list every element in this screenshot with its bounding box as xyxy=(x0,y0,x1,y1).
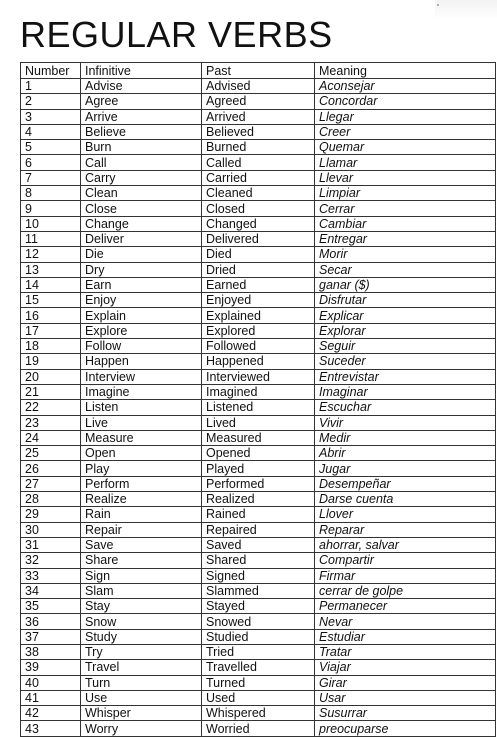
cell-infinitive: Play xyxy=(81,461,202,476)
table-body xyxy=(21,79,496,737)
cell-past: Worried xyxy=(202,721,315,736)
cell-meaning: Tratar xyxy=(315,644,496,659)
cell-past: Saved xyxy=(202,537,315,552)
header-past: Past xyxy=(202,63,315,79)
cell-infinitive: Earn xyxy=(81,277,202,292)
cell-number: 1 xyxy=(21,79,81,94)
table-row xyxy=(21,446,496,461)
cell-number: 25 xyxy=(21,446,81,461)
cell-meaning: Nevar xyxy=(315,614,496,629)
cell-number: 27 xyxy=(21,476,81,491)
table-row xyxy=(21,492,496,507)
cell-meaning: Explorar xyxy=(315,323,496,338)
cell-infinitive: Explain xyxy=(81,308,202,323)
cell-past: Imagined xyxy=(202,384,315,399)
cell-past: Enjoyed xyxy=(202,293,315,308)
cell-infinitive: Worry xyxy=(81,721,202,736)
cell-number: 42 xyxy=(21,706,81,721)
table-row xyxy=(21,660,496,675)
cell-past: Advised xyxy=(202,79,315,94)
cell-number: 35 xyxy=(21,599,81,614)
cell-number: 36 xyxy=(21,614,81,629)
cell-number: 37 xyxy=(21,629,81,644)
cell-meaning: Morir xyxy=(315,247,496,262)
cell-infinitive: Slam xyxy=(81,583,202,598)
cell-past: Followed xyxy=(202,339,315,354)
cell-meaning: Cambiar xyxy=(315,216,496,231)
table-row xyxy=(21,323,496,338)
cell-meaning: Reparar xyxy=(315,522,496,537)
cell-past: Repaired xyxy=(202,522,315,537)
cell-past: Shared xyxy=(202,553,315,568)
page-corner-mark xyxy=(437,4,439,6)
cell-past: Burned xyxy=(202,140,315,155)
cell-infinitive: Explore xyxy=(81,323,202,338)
cell-infinitive: Travel xyxy=(81,660,202,675)
page-corner-shade xyxy=(435,0,497,20)
cell-infinitive: Carry xyxy=(81,170,202,185)
table-row xyxy=(21,354,496,369)
cell-number: 11 xyxy=(21,231,81,246)
cell-meaning: Entregar xyxy=(315,231,496,246)
cell-infinitive: Follow xyxy=(81,339,202,354)
cell-past: Studied xyxy=(202,629,315,644)
table-row xyxy=(21,79,496,94)
table-row xyxy=(21,384,496,399)
cell-number: 14 xyxy=(21,277,81,292)
cell-number: 9 xyxy=(21,201,81,216)
table-row xyxy=(21,614,496,629)
cell-meaning: Permanecer xyxy=(315,599,496,614)
cell-infinitive: Realize xyxy=(81,492,202,507)
cell-past: Cleaned xyxy=(202,186,315,201)
cell-past: Whispered xyxy=(202,706,315,721)
cell-meaning: Vivir xyxy=(315,415,496,430)
table-row xyxy=(21,675,496,690)
cell-past: Lived xyxy=(202,415,315,430)
cell-meaning: Imaginar xyxy=(315,384,496,399)
cell-past: Played xyxy=(202,461,315,476)
table-row xyxy=(21,216,496,231)
cell-infinitive: Call xyxy=(81,155,202,170)
cell-infinitive: Dry xyxy=(81,262,202,277)
cell-meaning: preocuparse xyxy=(315,721,496,736)
cell-infinitive: Clean xyxy=(81,186,202,201)
cell-number: 6 xyxy=(21,155,81,170)
cell-meaning: Cerrar xyxy=(315,201,496,216)
table-row xyxy=(21,690,496,705)
table-row xyxy=(21,568,496,583)
cell-meaning: Seguir xyxy=(315,339,496,354)
cell-meaning: Aconsejar xyxy=(315,79,496,94)
cell-number: 5 xyxy=(21,140,81,155)
cell-infinitive: Repair xyxy=(81,522,202,537)
cell-past: Delivered xyxy=(202,231,315,246)
header-number: Number xyxy=(21,63,81,79)
cell-past: Listened xyxy=(202,400,315,415)
table-row xyxy=(21,262,496,277)
cell-infinitive: Open xyxy=(81,446,202,461)
cell-meaning: Llevar xyxy=(315,170,496,185)
cell-number: 24 xyxy=(21,430,81,445)
cell-meaning: Llegar xyxy=(315,109,496,124)
cell-number: 12 xyxy=(21,247,81,262)
table-row xyxy=(21,124,496,139)
cell-past: Snowed xyxy=(202,614,315,629)
table-row xyxy=(21,155,496,170)
cell-past: Dried xyxy=(202,262,315,277)
cell-number: 8 xyxy=(21,186,81,201)
cell-infinitive: Turn xyxy=(81,675,202,690)
cell-number: 34 xyxy=(21,583,81,598)
cell-past: Happened xyxy=(202,354,315,369)
header-infinitive: Infinitive xyxy=(81,63,202,79)
cell-past: Signed xyxy=(202,568,315,583)
cell-past: Rained xyxy=(202,507,315,522)
table-row xyxy=(21,201,496,216)
table-row xyxy=(21,277,496,292)
table-row xyxy=(21,109,496,124)
cell-meaning: Suceder xyxy=(315,354,496,369)
cell-infinitive: Stay xyxy=(81,599,202,614)
cell-number: 39 xyxy=(21,660,81,675)
cell-past: Opened xyxy=(202,446,315,461)
table-row xyxy=(21,629,496,644)
cell-infinitive: Imagine xyxy=(81,384,202,399)
cell-past: Called xyxy=(202,155,315,170)
cell-number: 2 xyxy=(21,94,81,109)
cell-infinitive: Use xyxy=(81,690,202,705)
cell-number: 20 xyxy=(21,369,81,384)
table-row xyxy=(21,94,496,109)
table-header xyxy=(21,63,496,79)
table-row xyxy=(21,140,496,155)
cell-infinitive: Die xyxy=(81,247,202,262)
cell-number: 30 xyxy=(21,522,81,537)
table-row xyxy=(21,415,496,430)
cell-number: 38 xyxy=(21,644,81,659)
cell-infinitive: Measure xyxy=(81,430,202,445)
cell-infinitive: Enjoy xyxy=(81,293,202,308)
cell-meaning: Abrir xyxy=(315,446,496,461)
cell-number: 21 xyxy=(21,384,81,399)
cell-meaning: Susurrar xyxy=(315,706,496,721)
cell-meaning: Llover xyxy=(315,507,496,522)
table-row xyxy=(21,599,496,614)
table-row xyxy=(21,522,496,537)
cell-infinitive: Perform xyxy=(81,476,202,491)
table-row xyxy=(21,507,496,522)
page-title: REGULAR VERBS xyxy=(20,14,333,55)
cell-infinitive: Arrive xyxy=(81,109,202,124)
table-row xyxy=(21,461,496,476)
cell-meaning: ahorrar, salvar xyxy=(315,537,496,552)
table-row xyxy=(21,186,496,201)
table-row xyxy=(21,231,496,246)
cell-meaning: Limpiar xyxy=(315,186,496,201)
verbs-table xyxy=(20,62,496,737)
cell-meaning: Disfrutar xyxy=(315,293,496,308)
table-row xyxy=(21,308,496,323)
cell-past: Believed xyxy=(202,124,315,139)
cell-number: 29 xyxy=(21,507,81,522)
cell-meaning: Darse cuenta xyxy=(315,492,496,507)
header-row xyxy=(21,63,496,79)
table-row xyxy=(21,369,496,384)
cell-infinitive: Whisper xyxy=(81,706,202,721)
cell-past: Travelled xyxy=(202,660,315,675)
cell-number: 26 xyxy=(21,461,81,476)
cell-number: 31 xyxy=(21,537,81,552)
cell-meaning: Concordar xyxy=(315,94,496,109)
table-row xyxy=(21,247,496,262)
cell-meaning: Escuchar xyxy=(315,400,496,415)
cell-meaning: Jugar xyxy=(315,461,496,476)
cell-number: 13 xyxy=(21,262,81,277)
table-row xyxy=(21,430,496,445)
cell-infinitive: Save xyxy=(81,537,202,552)
cell-past: Explored xyxy=(202,323,315,338)
cell-infinitive: Study xyxy=(81,629,202,644)
cell-meaning: cerrar de golpe xyxy=(315,583,496,598)
cell-meaning: Secar xyxy=(315,262,496,277)
cell-number: 16 xyxy=(21,308,81,323)
table-row xyxy=(21,706,496,721)
cell-number: 43 xyxy=(21,721,81,736)
cell-number: 3 xyxy=(21,109,81,124)
cell-meaning: Girar xyxy=(315,675,496,690)
cell-infinitive: Agree xyxy=(81,94,202,109)
cell-meaning: Llamar xyxy=(315,155,496,170)
table-row xyxy=(21,170,496,185)
cell-infinitive: Try xyxy=(81,644,202,659)
cell-meaning: Medir xyxy=(315,430,496,445)
table-row xyxy=(21,476,496,491)
cell-infinitive: Burn xyxy=(81,140,202,155)
cell-number: 22 xyxy=(21,400,81,415)
cell-meaning: Usar xyxy=(315,690,496,705)
cell-meaning: Entrevistar xyxy=(315,369,496,384)
cell-past: Stayed xyxy=(202,599,315,614)
cell-meaning: Quemar xyxy=(315,140,496,155)
cell-meaning: Firmar xyxy=(315,568,496,583)
cell-number: 19 xyxy=(21,354,81,369)
cell-infinitive: Advise xyxy=(81,79,202,94)
cell-number: 23 xyxy=(21,415,81,430)
cell-past: Turned xyxy=(202,675,315,690)
table-row xyxy=(21,339,496,354)
table-row xyxy=(21,400,496,415)
cell-infinitive: Deliver xyxy=(81,231,202,246)
cell-meaning: Compartir xyxy=(315,553,496,568)
cell-meaning: Estudiar xyxy=(315,629,496,644)
table-row xyxy=(21,553,496,568)
cell-infinitive: Rain xyxy=(81,507,202,522)
cell-number: 15 xyxy=(21,293,81,308)
cell-past: Agreed xyxy=(202,94,315,109)
cell-infinitive: Listen xyxy=(81,400,202,415)
cell-past: Measured xyxy=(202,430,315,445)
table-row xyxy=(21,583,496,598)
cell-number: 32 xyxy=(21,553,81,568)
cell-past: Realized xyxy=(202,492,315,507)
cell-past: Earned xyxy=(202,277,315,292)
cell-number: 41 xyxy=(21,690,81,705)
cell-number: 4 xyxy=(21,124,81,139)
cell-infinitive: Happen xyxy=(81,354,202,369)
cell-infinitive: Live xyxy=(81,415,202,430)
cell-number: 10 xyxy=(21,216,81,231)
cell-infinitive: Interview xyxy=(81,369,202,384)
cell-past: Used xyxy=(202,690,315,705)
cell-past: Explained xyxy=(202,308,315,323)
cell-meaning: ganar ($) xyxy=(315,277,496,292)
cell-past: Slammed xyxy=(202,583,315,598)
cell-number: 33 xyxy=(21,568,81,583)
cell-number: 17 xyxy=(21,323,81,338)
cell-meaning: Explicar xyxy=(315,308,496,323)
cell-past: Changed xyxy=(202,216,315,231)
header-meaning: Meaning xyxy=(315,63,496,79)
cell-meaning: Desempeñar xyxy=(315,476,496,491)
cell-infinitive: Share xyxy=(81,553,202,568)
table-row xyxy=(21,644,496,659)
cell-past: Closed xyxy=(202,201,315,216)
cell-infinitive: Change xyxy=(81,216,202,231)
cell-past: Interviewed xyxy=(202,369,315,384)
cell-infinitive: Snow xyxy=(81,614,202,629)
table-row xyxy=(21,537,496,552)
cell-past: Carried xyxy=(202,170,315,185)
cell-infinitive: Believe xyxy=(81,124,202,139)
cell-meaning: Creer xyxy=(315,124,496,139)
table-row xyxy=(21,293,496,308)
cell-infinitive: Close xyxy=(81,201,202,216)
cell-number: 18 xyxy=(21,339,81,354)
cell-infinitive: Sign xyxy=(81,568,202,583)
cell-meaning: Viajar xyxy=(315,660,496,675)
cell-past: Tried xyxy=(202,644,315,659)
cell-past: Performed xyxy=(202,476,315,491)
cell-number: 28 xyxy=(21,492,81,507)
cell-number: 40 xyxy=(21,675,81,690)
cell-past: Arrived xyxy=(202,109,315,124)
cell-past: Died xyxy=(202,247,315,262)
cell-number: 7 xyxy=(21,170,81,185)
